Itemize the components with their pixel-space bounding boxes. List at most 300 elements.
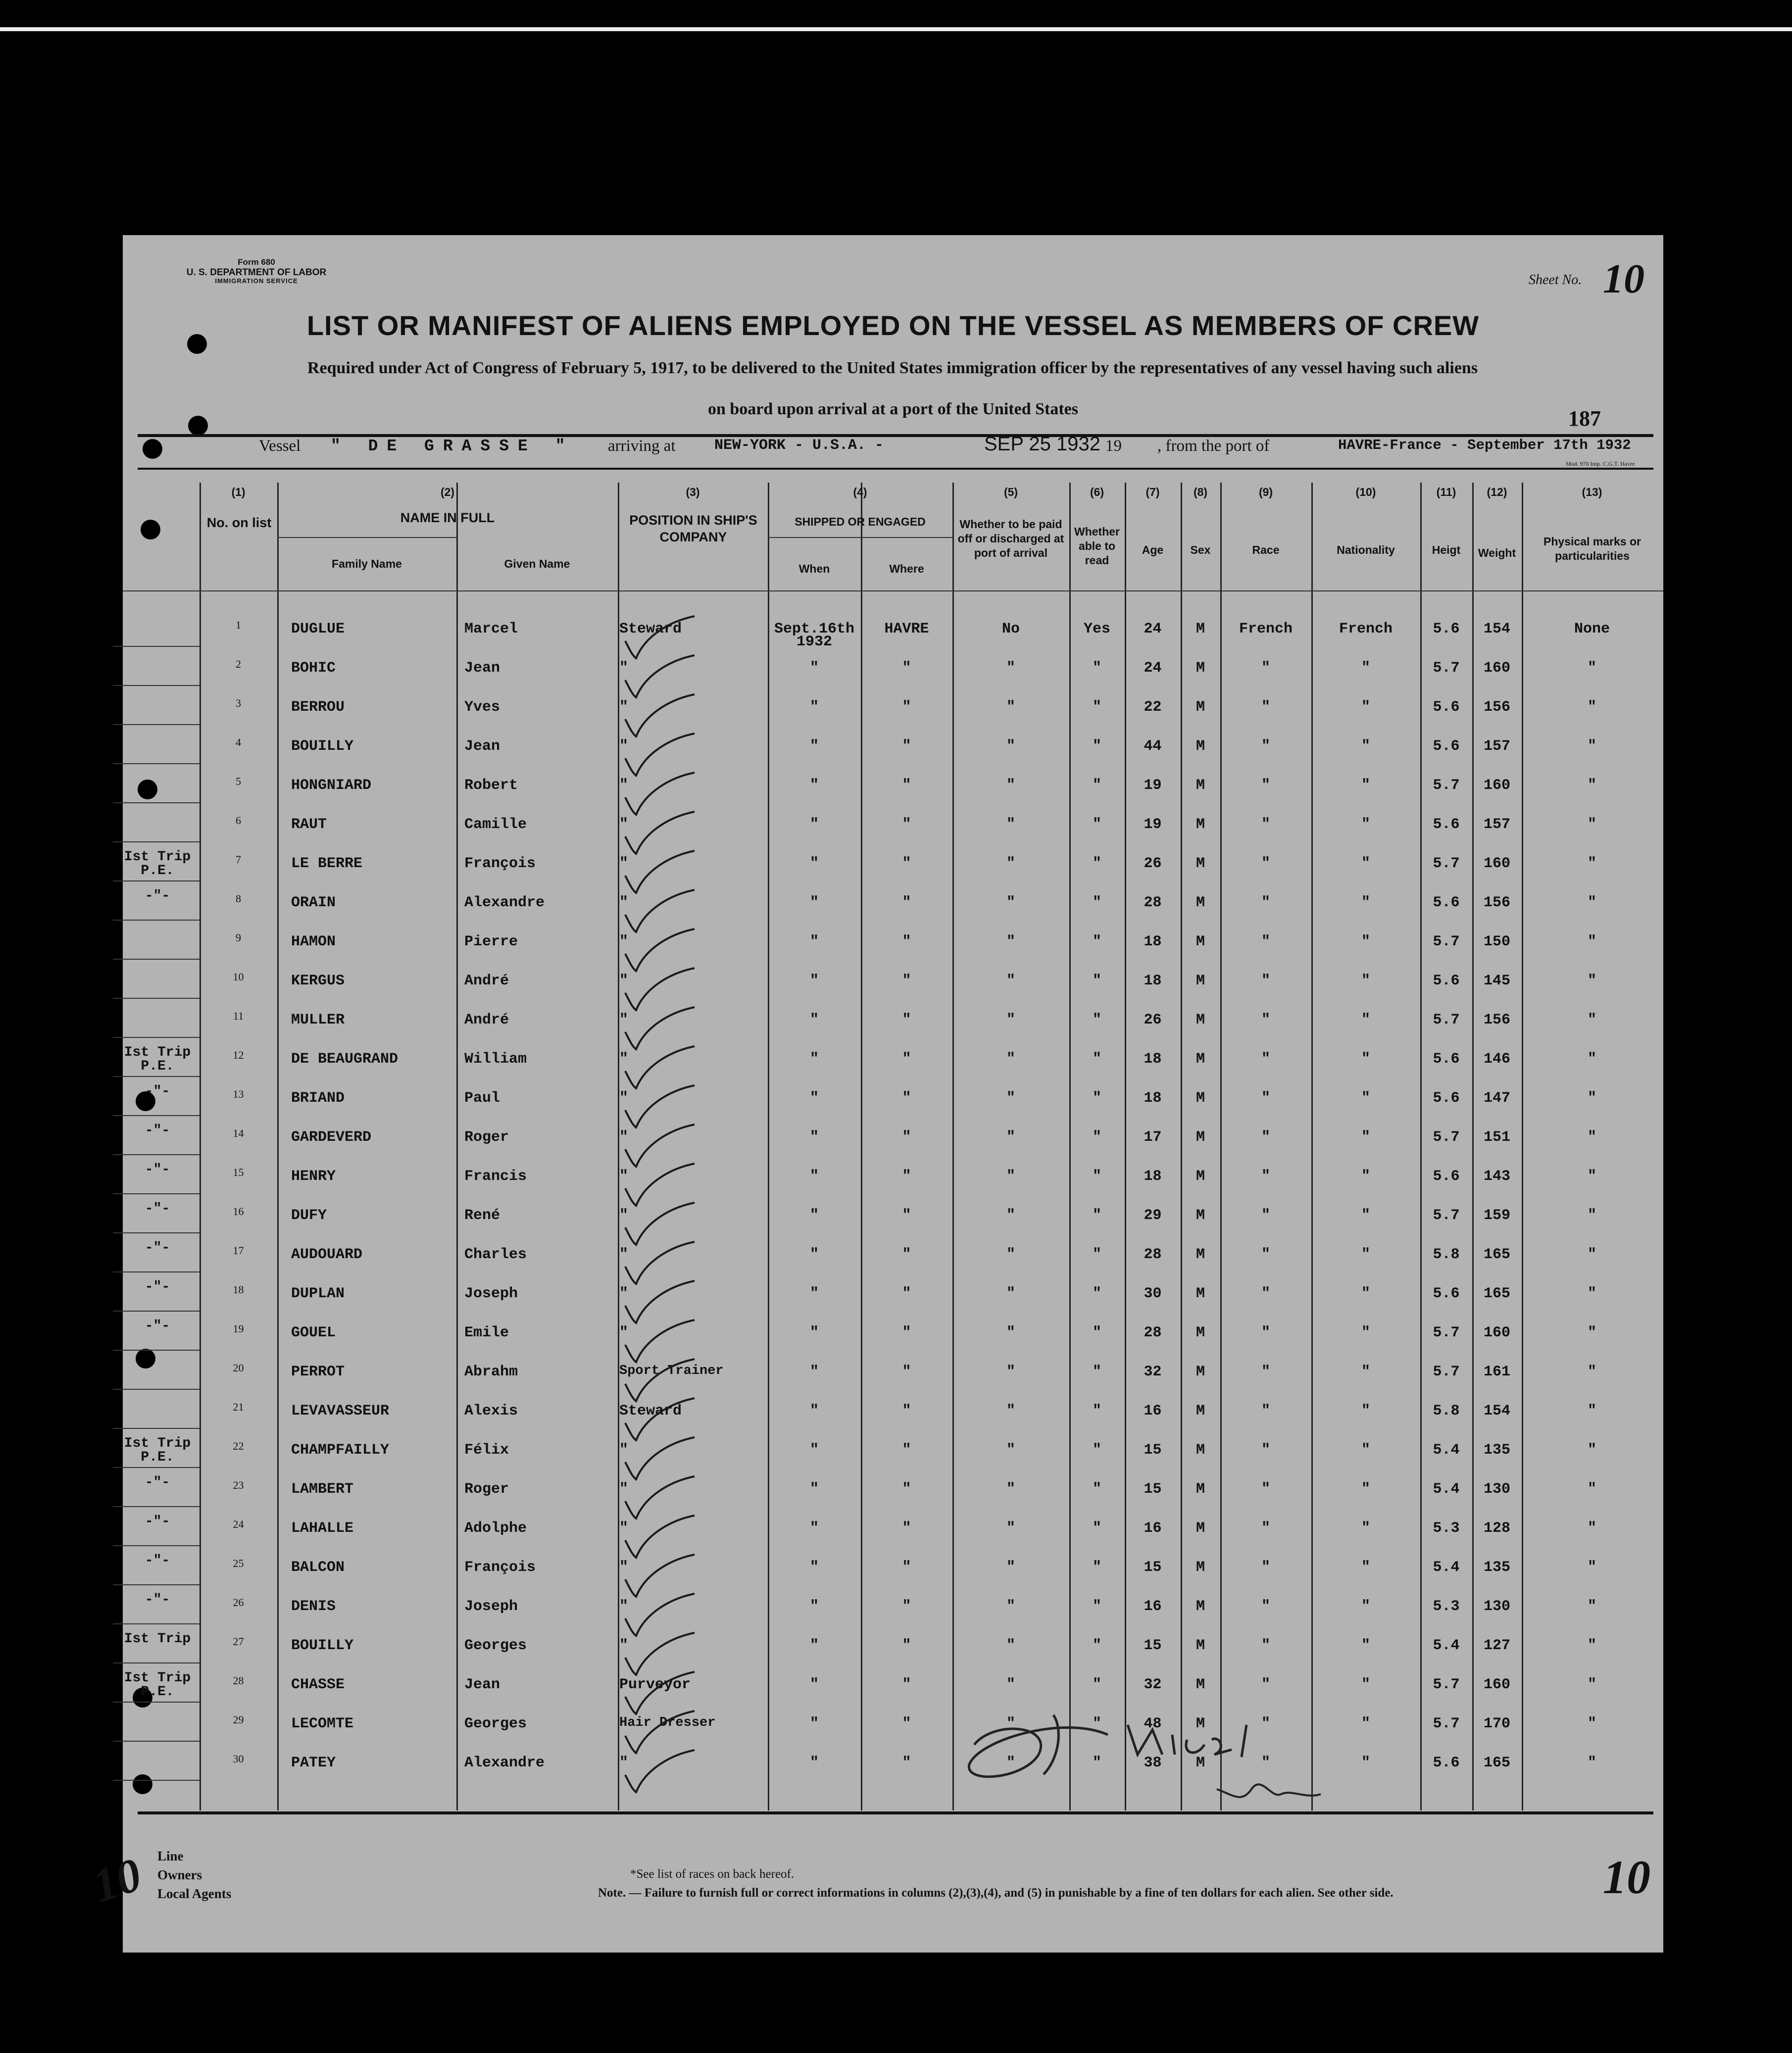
physical-marks-cell: " [1587, 1520, 1596, 1537]
shipped-when-cell: " [809, 1598, 819, 1615]
physical-marks-cell: " [1587, 1168, 1596, 1185]
paid-off-cell: " [1006, 1129, 1015, 1146]
race-cell: " [1261, 1755, 1270, 1771]
given-name-cell: François [464, 1559, 536, 1576]
shipped-where-cell: " [902, 1403, 911, 1419]
age-cell: 15 [1144, 1442, 1162, 1459]
nationality-cell: " [1361, 1755, 1370, 1771]
trip-note: Ist Trip P.E. [124, 849, 191, 879]
physical-marks-cell: " [1587, 1715, 1596, 1732]
trip-note: -"- [145, 1592, 170, 1608]
given-name-cell: Adolphe [464, 1520, 527, 1537]
able-to-read-cell: " [1092, 738, 1101, 755]
column-header-paid-off: Whether to be paid off or discharged at port of arrival [957, 518, 1064, 559]
nationality-cell: " [1361, 1246, 1370, 1263]
shipped-when-cell: " [809, 1520, 819, 1537]
family-name-cell: HONGNIARD [291, 777, 372, 794]
row-number: 17 [233, 1244, 244, 1257]
height-cell: 5.6 [1433, 816, 1460, 833]
shipped-where-cell: " [902, 1246, 911, 1263]
able-to-read-cell: " [1092, 1129, 1101, 1146]
shipped-where-cell: " [902, 1442, 911, 1459]
trip-note: -"- [145, 1553, 170, 1568]
sex-cell: M [1195, 1715, 1205, 1732]
nationality-cell: " [1361, 1715, 1370, 1732]
family-name-cell: RAUT [291, 816, 327, 833]
race-cell: " [1261, 933, 1270, 950]
age-cell: 15 [1144, 1637, 1162, 1654]
family-name-cell: LE BERRE [291, 855, 363, 872]
able-to-read-cell: " [1092, 1598, 1101, 1615]
shipped-when-cell: " [809, 777, 819, 794]
height-cell: 5.7 [1433, 660, 1460, 677]
race-cell: " [1261, 1129, 1270, 1146]
row-number: 6 [236, 814, 241, 827]
shipped-where-cell: " [902, 1051, 911, 1068]
height-cell: 5.6 [1433, 894, 1460, 911]
column-number-c11: (11) [1436, 486, 1456, 498]
paid-off-cell: No [1001, 621, 1020, 637]
age-cell: 15 [1144, 1481, 1162, 1498]
sex-cell: M [1195, 1129, 1205, 1146]
age-cell: 18 [1144, 1090, 1162, 1107]
row-number: 18 [233, 1283, 244, 1296]
nationality-cell: " [1361, 1090, 1370, 1107]
paid-off-cell: " [1006, 1715, 1015, 1732]
paid-off-cell: " [1006, 1285, 1015, 1302]
row-number: 5 [236, 775, 241, 787]
race-cell: " [1261, 1207, 1270, 1224]
column-header-weight: Weight [1478, 546, 1516, 559]
position-cell: Purveyor [619, 1676, 691, 1693]
race-cell: " [1261, 1012, 1270, 1028]
nationality-cell: " [1361, 816, 1370, 833]
physical-marks-cell: " [1587, 1285, 1596, 1302]
age-cell: 15 [1144, 1559, 1162, 1576]
position-cell: " [619, 738, 629, 755]
sex-cell: M [1195, 1324, 1205, 1341]
height-cell: 5.7 [1433, 777, 1460, 794]
given-name-cell: Joseph [464, 1598, 518, 1615]
shipped-where-cell: " [902, 1207, 911, 1224]
column-header-physical-marks: Physical marks or particularities [1543, 535, 1641, 562]
able-to-read-cell: " [1092, 894, 1101, 911]
shipped-where-cell: " [902, 1598, 911, 1615]
race-cell: " [1261, 1364, 1270, 1380]
weight-cell: 165 [1483, 1246, 1510, 1263]
able-to-read-cell: " [1092, 933, 1101, 950]
nationality-cell: French [1339, 621, 1393, 637]
position-cell: " [619, 933, 629, 950]
shipped-where-cell: " [902, 699, 911, 716]
shipped-when-cell: " [809, 1403, 819, 1419]
sex-cell: M [1195, 1168, 1205, 1185]
shipped-when-cell: " [809, 1559, 819, 1576]
physical-marks-cell: " [1587, 1403, 1596, 1419]
age-cell: 44 [1144, 738, 1162, 755]
able-to-read-cell: " [1092, 1246, 1101, 1263]
row-number: 29 [233, 1713, 244, 1726]
physical-marks-cell: " [1587, 1637, 1596, 1654]
position-cell: " [619, 1168, 629, 1185]
nationality-cell: " [1361, 777, 1370, 794]
physical-marks-cell: " [1587, 660, 1596, 677]
given-name-cell: François [464, 855, 536, 872]
nationality-cell: " [1361, 1403, 1370, 1419]
weight-cell: 146 [1483, 1051, 1510, 1068]
shipped-when-cell: " [809, 699, 819, 716]
physical-marks-cell: " [1587, 1051, 1596, 1068]
age-cell: 18 [1144, 1168, 1162, 1185]
nationality-cell: " [1361, 933, 1370, 950]
shipped-where-cell: HAVRE [884, 621, 929, 637]
family-name-cell: DUGLUE [291, 621, 345, 637]
height-cell: 5.7 [1433, 1207, 1460, 1224]
race-cell: " [1261, 777, 1270, 794]
family-name-cell: CHASSE [291, 1676, 345, 1693]
shipped-when-cell: " [809, 1051, 819, 1068]
paid-off-cell: " [1006, 699, 1015, 716]
race-cell: " [1261, 1559, 1270, 1576]
height-cell: 5.6 [1433, 1168, 1460, 1185]
column-number-c7: (7) [1145, 486, 1160, 498]
shipped-when-cell: " [809, 933, 819, 950]
height-cell: 5.4 [1433, 1559, 1460, 1576]
service-name: IMMIGRATION SERVICE [215, 277, 298, 285]
paid-off-cell: " [1006, 1559, 1015, 1576]
nationality-cell: " [1361, 1442, 1370, 1459]
position-cell: " [619, 1442, 629, 1459]
row-number: 28 [233, 1674, 244, 1687]
height-cell: 5.8 [1433, 1403, 1460, 1419]
age-cell: 48 [1144, 1715, 1162, 1732]
family-name-cell: LAHALLE [291, 1520, 354, 1537]
year-label: 19 [1105, 437, 1122, 455]
shipped-where-cell: " [902, 1520, 911, 1537]
height-cell: 5.7 [1433, 1364, 1460, 1380]
nationality-cell: " [1361, 1676, 1370, 1693]
nationality-cell: " [1361, 660, 1370, 677]
paid-off-cell: " [1006, 933, 1015, 950]
weight-cell: 151 [1483, 1129, 1510, 1146]
row-number: 8 [236, 892, 241, 905]
height-cell: 5.7 [1433, 1324, 1460, 1341]
shipped-where-cell: " [902, 1012, 911, 1028]
paid-off-cell: " [1006, 1442, 1015, 1459]
age-cell: 18 [1144, 933, 1162, 950]
physical-marks-cell: " [1587, 738, 1596, 755]
physical-marks-cell: " [1587, 973, 1596, 989]
height-cell: 5.6 [1433, 1090, 1460, 1107]
row-number: 11 [233, 1010, 244, 1022]
penalty-note: Note. — Failure to furnish full or correct informations in columns (2),(3),(4), and (5) in punishable by a fine of ten dollars for each alien. See other side. [598, 1886, 1394, 1900]
sex-cell: M [1195, 894, 1205, 911]
nationality-cell: " [1361, 1637, 1370, 1654]
shipped-when-cell: " [809, 1324, 819, 1341]
weight-cell: 135 [1483, 1442, 1510, 1459]
family-name-cell: MULLER [291, 1012, 345, 1028]
age-cell: 22 [1144, 699, 1162, 716]
weight-cell: 154 [1483, 621, 1510, 637]
trip-note: -"- [145, 1123, 170, 1138]
column-number-c4: (4) [853, 486, 867, 498]
shipped-when-cell: " [809, 1676, 819, 1693]
family-name-cell: GARDEVERD [291, 1129, 372, 1146]
race-cell: " [1261, 1090, 1270, 1107]
row-number: 24 [233, 1518, 244, 1530]
paid-off-cell: " [1006, 1324, 1015, 1341]
shipped-where-cell: " [902, 1168, 911, 1185]
given-name-cell: André [464, 1012, 509, 1028]
height-cell: 5.3 [1433, 1598, 1460, 1615]
shipped-when-cell: " [809, 973, 819, 989]
paid-off-cell: " [1006, 1403, 1015, 1419]
race-cell: " [1261, 894, 1270, 911]
trip-note: -"- [145, 1514, 170, 1529]
race-cell: " [1261, 699, 1270, 716]
height-cell: 5.7 [1433, 1676, 1460, 1693]
sheet-number: 10 [1603, 256, 1644, 302]
race-cell: " [1261, 1598, 1270, 1615]
paid-off-cell: " [1006, 1207, 1015, 1224]
age-cell: 26 [1144, 855, 1162, 872]
column-number-c12: (12) [1487, 486, 1507, 498]
form-reference: Mod. 970 Imp. C.G.T. Havre [1566, 460, 1635, 467]
column-number-c1: (1) [231, 486, 246, 498]
from-port: HAVRE-France - September 17th 1932 [1338, 437, 1631, 453]
weight-cell: 165 [1483, 1285, 1510, 1302]
from-label: , from the port of [1157, 437, 1270, 455]
nationality-cell: " [1361, 1168, 1370, 1185]
sex-cell: M [1195, 1481, 1205, 1498]
paid-off-cell: " [1006, 1520, 1015, 1537]
family-name-cell: GOUEL [291, 1324, 336, 1341]
row-number: 12 [233, 1049, 244, 1061]
shipped-where-cell: " [902, 1559, 911, 1576]
nationality-cell: " [1361, 1364, 1370, 1380]
given-name-cell: Félix [464, 1442, 509, 1459]
sex-cell: M [1195, 1364, 1205, 1380]
family-name-cell: HENRY [291, 1168, 336, 1185]
weight-cell: 143 [1483, 1168, 1510, 1185]
physical-marks-cell: " [1587, 1364, 1596, 1380]
given-name-cell: Emile [464, 1324, 509, 1341]
age-cell: 19 [1144, 777, 1162, 794]
shipped-where-cell: " [902, 1129, 911, 1146]
vessel-label: Vessel [259, 437, 301, 455]
weight-cell: 157 [1483, 816, 1510, 833]
height-cell: 5.4 [1433, 1481, 1460, 1498]
trip-note: -"- [145, 1279, 170, 1295]
sex-cell: M [1195, 699, 1205, 716]
form-number: Form 680 [238, 257, 275, 267]
able-to-read-cell: " [1092, 699, 1101, 716]
sex-cell: M [1195, 933, 1205, 950]
column-number-c8: (8) [1193, 486, 1208, 498]
height-cell: 5.4 [1433, 1442, 1460, 1459]
shipped-when-cell: " [809, 1364, 819, 1380]
race-cell: " [1261, 1403, 1270, 1419]
able-to-read-cell: " [1092, 1364, 1101, 1380]
able-to-read-cell: " [1092, 1481, 1101, 1498]
shipped-where-cell: " [902, 1676, 911, 1693]
physical-marks-cell: " [1587, 933, 1596, 950]
row-number: 30 [233, 1753, 244, 1765]
weight-cell: 160 [1483, 1676, 1510, 1693]
physical-marks-cell: " [1587, 1246, 1596, 1263]
position-cell: " [619, 1051, 629, 1068]
sex-cell: M [1195, 1559, 1205, 1576]
able-to-read-cell: " [1092, 1324, 1101, 1341]
row-number: 3 [236, 697, 241, 709]
weight-cell: 165 [1483, 1755, 1510, 1771]
corner-number-right: 10 [1603, 1851, 1650, 1904]
age-cell: 28 [1144, 1246, 1162, 1263]
shipped-when-cell: " [809, 738, 819, 755]
age-cell: 16 [1144, 1598, 1162, 1615]
able-to-read-cell: " [1092, 660, 1101, 677]
nationality-cell: " [1361, 1520, 1370, 1537]
paid-off-cell: " [1006, 1168, 1015, 1185]
row-number: 23 [233, 1479, 244, 1491]
column-number-c13: (13) [1582, 486, 1602, 498]
shipped-when-cell: Sept.16th [774, 621, 855, 637]
shipped-when-cell: " [809, 1755, 819, 1771]
age-cell: 24 [1144, 660, 1162, 677]
position-cell: " [619, 1637, 629, 1654]
weight-cell: 156 [1483, 1012, 1510, 1028]
given-name-cell: Joseph [464, 1285, 518, 1302]
age-cell: 38 [1144, 1755, 1162, 1771]
height-cell: 5.6 [1433, 1051, 1460, 1068]
column-header-shipped: SHIPPED OR ENGAGED [795, 515, 926, 528]
row-number: 15 [233, 1166, 244, 1178]
department-name: U. S. DEPARTMENT OF LABOR [186, 267, 327, 278]
weight-cell: 161 [1483, 1364, 1510, 1380]
paid-off-cell: " [1006, 1676, 1015, 1693]
position-cell: " [619, 1129, 629, 1146]
column-number-c2: (2) [440, 486, 455, 498]
physical-marks-cell: " [1587, 1090, 1596, 1107]
sex-cell: M [1195, 1051, 1205, 1068]
race-cell: " [1261, 1676, 1270, 1693]
races-note: *See list of races on back hereof. [630, 1867, 795, 1881]
age-cell: 24 [1144, 621, 1162, 637]
paid-off-cell: " [1006, 973, 1015, 989]
given-name-cell: Jean [464, 1676, 500, 1693]
row-number: 9 [236, 931, 241, 944]
position-cell: Steward [619, 1403, 682, 1419]
row-number: 25 [233, 1557, 244, 1569]
shipped-where-cell: " [902, 894, 911, 911]
weight-cell: 170 [1483, 1715, 1510, 1732]
manifest-sheet [86, 235, 1663, 1953]
able-to-read-cell: " [1092, 855, 1101, 872]
nationality-cell: " [1361, 1481, 1370, 1498]
physical-marks-cell: " [1587, 816, 1596, 833]
paid-off-cell: " [1006, 660, 1015, 677]
paid-off-cell: " [1006, 1051, 1015, 1068]
trip-note: -"- [145, 1162, 170, 1177]
physical-marks-cell: " [1587, 777, 1596, 794]
family-name-cell: ORAIN [291, 894, 336, 911]
trip-note: Ist Trip [124, 1631, 191, 1647]
weight-cell: 147 [1483, 1090, 1510, 1107]
sex-cell: M [1195, 1598, 1205, 1615]
age-cell: 32 [1144, 1676, 1162, 1693]
weight-cell: 160 [1483, 855, 1510, 872]
shipped-where-cell: " [902, 1285, 911, 1302]
trip-note: Ist Trip P.E. [124, 1045, 191, 1074]
family-name-cell: DENIS [291, 1598, 336, 1615]
height-cell: 5.6 [1433, 973, 1460, 989]
physical-marks-cell: " [1587, 1481, 1596, 1498]
sex-cell: M [1195, 816, 1205, 833]
shipped-when-cell: " [809, 1207, 819, 1224]
row-number: 1 [236, 619, 241, 631]
shipped-where-cell: " [902, 973, 911, 989]
shipped-where-cell: " [902, 816, 911, 833]
age-cell: 19 [1144, 816, 1162, 833]
weight-cell: 130 [1483, 1481, 1510, 1498]
paid-off-cell: " [1006, 1598, 1015, 1615]
footer-rule [138, 1811, 1653, 1814]
height-cell: 5.7 [1433, 1012, 1460, 1028]
family-name-cell: BALCON [291, 1559, 345, 1576]
arriving-port: NEW-YORK - U.S.A. - [714, 437, 884, 454]
column-number-c10: (10) [1355, 486, 1376, 498]
shipped-when-cell: " [809, 1637, 819, 1654]
sex-cell: M [1195, 1637, 1205, 1654]
nationality-cell: " [1361, 1207, 1370, 1224]
sex-cell: M [1195, 1403, 1205, 1419]
shipped-when-cell: " [809, 816, 819, 833]
shipped-when-cell: " [809, 1442, 819, 1459]
able-to-read-cell: " [1092, 1520, 1101, 1537]
height-cell: 5.7 [1433, 1129, 1460, 1146]
column-header-where: Where [889, 562, 924, 575]
given-name-cell: Alexandre [464, 1755, 545, 1771]
position-cell: " [619, 699, 629, 716]
family-name-cell: BOHIC [291, 660, 336, 677]
column-header-nationality: Nationality [1337, 543, 1395, 556]
paid-off-cell: " [1006, 777, 1015, 794]
race-cell: " [1261, 1246, 1270, 1263]
position-cell: " [619, 1090, 629, 1107]
race-cell: " [1261, 1481, 1270, 1498]
family-name-cell: LEVAVASSEUR [291, 1403, 390, 1419]
given-name-cell: Alexandre [464, 894, 545, 911]
shipped-when-cell: " [809, 660, 819, 677]
given-name-cell: Camille [464, 816, 527, 833]
physical-marks-cell: " [1587, 1012, 1596, 1028]
row-number: 2 [236, 658, 241, 670]
position-cell: " [619, 1285, 629, 1302]
race-cell: " [1261, 1637, 1270, 1654]
family-name-cell: KERGUS [291, 973, 345, 989]
height-cell: 5.6 [1433, 738, 1460, 755]
position-cell: " [619, 1207, 629, 1224]
race-cell: " [1261, 738, 1270, 755]
age-cell: 30 [1144, 1285, 1162, 1302]
age-cell: 17 [1144, 1129, 1162, 1146]
physical-marks-cell: " [1587, 1324, 1596, 1341]
shipped-when-cell: " [809, 1285, 819, 1302]
age-cell: 28 [1144, 1324, 1162, 1341]
paid-off-cell: " [1006, 894, 1015, 911]
weight-cell: 145 [1483, 973, 1510, 989]
row-number: 22 [233, 1440, 244, 1452]
